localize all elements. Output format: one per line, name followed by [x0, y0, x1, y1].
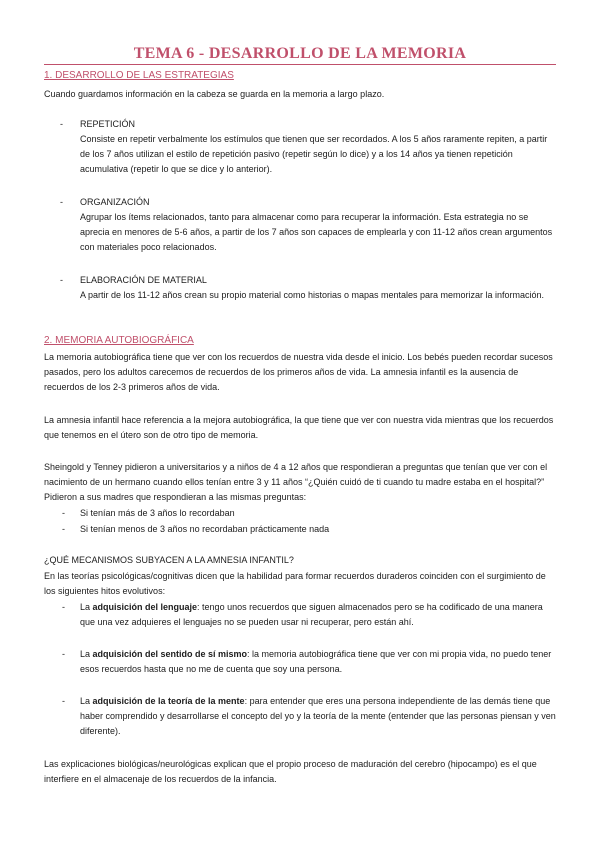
mechanism-term: adquisición del sentido de sí mismo: [92, 649, 248, 659]
strategy-item-organizacion: [80, 195, 556, 255]
section-2-paragraph-2: La amnesia infantil hace referencia a la mejora autobiográfica, la que tiene que ver con nuestra vida mientras que los recuerdos que tenemos en el útero son de otro tipo de memoria.: [44, 415, 554, 440]
bullet-marker: -: [60, 275, 63, 285]
strategy-item-repeticion: [80, 117, 556, 177]
mechanisms-intro: En las teorías psicológicas/cognitivas dicen que la habilidad para formar recuerdos duraderos coinciden con el surgimiento de los siguientes hitos evolutivos:: [44, 571, 546, 596]
section-1-heading: 1. DESARROLLO DE LAS ESTRATEGIAS: [44, 70, 234, 81]
mechanism-text: : la memoria autobiográfica tiene que ver con mi propia vida, no puedo tener esos recuerdos hasta que no me de cuenta que soy una persona.: [80, 649, 552, 674]
strategy-text: Agrupar los ítems relacionados, tanto para almacenar como para recuperar la información. Esta estrategia no se aprecia en menores de 5-6 años, a partir de los 7 años son capaces de emplearla y con 11-12 años crean argumentos con materiales poco relacionados.: [80, 212, 553, 252]
mechanism-prefix: La: [80, 649, 93, 659]
mechanism-term: adquisición de la teoría de la mente: [92, 696, 245, 706]
mechanism-prefix: La: [80, 696, 93, 706]
mechanism-prefix: La: [80, 602, 93, 612]
study-result-item: Si tenían menos de 3 años no recordaban prácticamente nada: [80, 524, 330, 534]
bullet-marker: -: [60, 119, 63, 129]
bullet-marker: -: [62, 649, 65, 659]
study-result-item: Si tenían más de 3 años lo recordaban: [80, 508, 235, 518]
mechanisms-question: ¿QUÉ MECANISMOS SUBYACEN A LA AMNESIA INFANTIL?: [44, 555, 294, 565]
bullet-marker: -: [62, 524, 65, 534]
strategy-label: REPETICIÓN: [80, 119, 136, 129]
strategy-item-elaboracion: [80, 273, 556, 303]
mechanism-text: : tengo unos recuerdos que siguen almacenados pero se ha codificado de una manera que una vez adquieres el lenguajes no se pueden usar ni recuperar, pero están ahí.: [80, 602, 543, 627]
mechanism-item-teoria-mente: [80, 694, 556, 739]
strategy-label: ORGANIZACIÓN: [80, 197, 150, 207]
closing-paragraph: Las explicaciones biológicas/neurológicas explican que el propio proceso de maduración del cerebro (hipocampo) es el que interfiere en el almacenaje de los recuerdos de la infancia.: [44, 759, 537, 784]
bullet-marker: -: [60, 197, 63, 207]
section-1-intro: Cuando guardamos información en la cabeza se guarda en la memoria a largo plazo.: [44, 89, 385, 99]
strategy-text: A partir de los 11-12 años crean su propio material como historias o mapas mentales para memorizar la información.: [80, 290, 545, 300]
section-2-heading: 2. MEMORIA AUTOBIOGRÁFICA: [44, 335, 194, 346]
strategy-text: Consiste en repetir verbalmente los estímulos que tienen que ser recordados. A los 5 años raramente repiten, a partir de los 7 años utilizan el estilo de repetición pasivo (repetir según lo dice) y a los 14 años ya tienen repetición acumulativa (repetir lo que se dice y lo anterior).: [80, 134, 548, 174]
title-underline: [44, 64, 556, 65]
mechanism-term: adquisición del lenguaje: [92, 602, 198, 612]
bullet-marker: -: [62, 696, 65, 706]
document-title: TEMA 6 - DESARROLLO DE LA MEMORIA: [133, 45, 467, 62]
section-2-paragraph-3: Sheingold y Tenney pidieron a universitarios y a niños de 4 a 12 años que respondieran a preguntas que tenían que ver con el nacimiento de un hermano cuando ellos tenían entre 3 y 11 años “¿Quién cuidó de ti cuando tu madre estaba en el hospital?” Pidieron a sus madres que respondieran a las mismas preguntas:: [44, 462, 548, 502]
mechanism-text: : para entender que eres una persona independiente de las demás tiene que haber comprendido y desarrollarse el concepto del yo y la teoría de la mente (entender que las personas piensan y ven diferente).: [80, 696, 556, 736]
bullet-marker: -: [62, 508, 65, 518]
section-2-paragraph-1: La memoria autobiográfica tiene que ver con los recuerdos de nuestra vida desde el inicio. Los bebés pueden recordar sucesos pasados, pero los adultos carecemos de recuerdos de los primeros años de vida. La amnesia infantil es la ausencia de recuerdos de los 2-3 primeros años de vida.: [44, 352, 553, 392]
strategy-label: ELABORACIÓN DE MATERIAL: [80, 275, 207, 285]
mechanism-item-sentido: [80, 647, 556, 677]
mechanism-item-lenguaje: [80, 600, 556, 630]
bullet-marker: -: [62, 602, 65, 612]
